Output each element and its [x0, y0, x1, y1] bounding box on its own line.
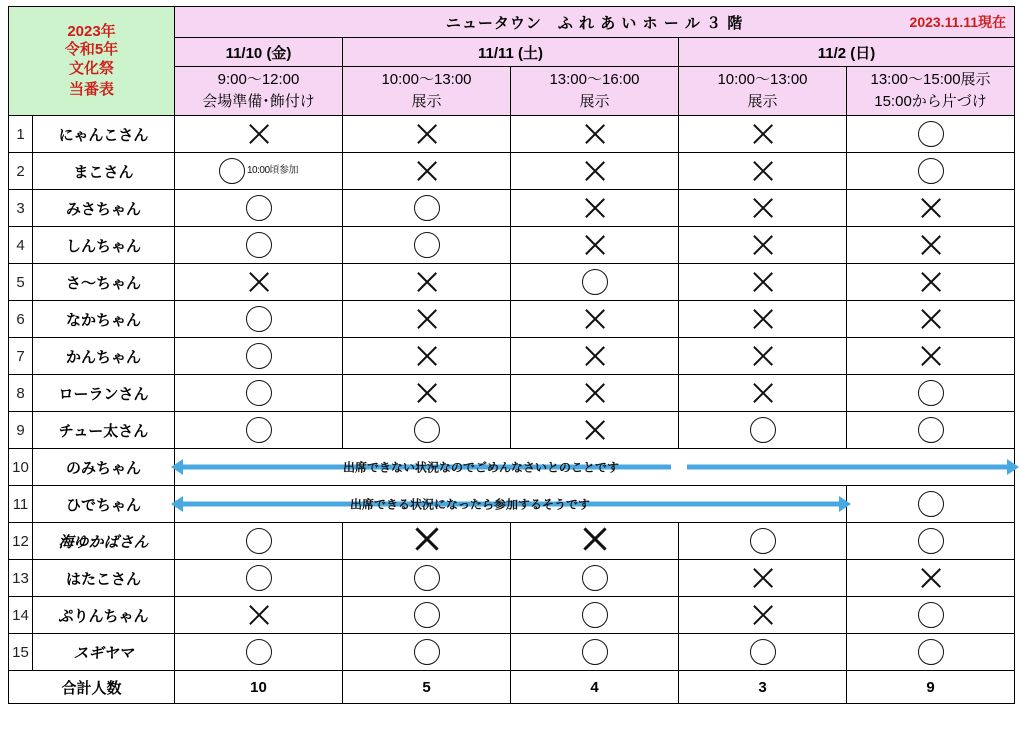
row-number: 2: [9, 153, 33, 190]
availability-mark: [847, 597, 1015, 634]
cross-icon: [918, 269, 944, 295]
table-row: [9, 523, 1015, 560]
cross-icon: [582, 158, 608, 184]
availability-mark: [847, 153, 1015, 190]
cross-icon: [414, 380, 440, 406]
availability-mark: [175, 375, 343, 412]
member-name: しんちゃん: [33, 227, 175, 264]
table-row: [9, 486, 1015, 523]
cross-icon: [750, 343, 776, 369]
availability-mark: [343, 597, 511, 634]
member-name: はたこさん: [33, 560, 175, 597]
availability-mark: [679, 560, 847, 597]
slot-task-2: 展示: [579, 93, 610, 110]
total-value-1: 5: [343, 671, 511, 704]
cross-icon: [750, 232, 776, 258]
availability-mark: [343, 375, 511, 412]
availability-mark: [175, 523, 343, 560]
availability-mark: [175, 634, 343, 671]
total-value-4: 9: [847, 671, 1015, 704]
circle-icon: [750, 528, 776, 554]
table-row: [9, 301, 1015, 338]
title-line-1: 2023年: [67, 22, 116, 40]
slot-task-3: 展示: [747, 93, 778, 110]
availability-mark: [511, 264, 679, 301]
availability-mark: [511, 338, 679, 375]
total-row: [9, 671, 1015, 704]
availability-mark: [175, 227, 343, 264]
circle-icon: [582, 565, 608, 591]
cross-icon: [582, 195, 608, 221]
cross-icon: [750, 565, 776, 591]
circle-icon: [918, 380, 944, 406]
availability-mark: [679, 153, 847, 190]
row-number: 7: [9, 338, 33, 375]
cross-icon: [750, 121, 776, 147]
availability-mark: [679, 338, 847, 375]
table-row: [9, 264, 1015, 301]
availability-mark: [175, 153, 343, 190]
circle-icon: [246, 528, 272, 554]
circle-icon: [918, 491, 944, 517]
availability-mark: [847, 412, 1015, 449]
member-name: まこさん: [33, 153, 175, 190]
circle-icon: [246, 565, 272, 591]
availability-mark: [175, 190, 343, 227]
member-name: かんちゃん: [33, 338, 175, 375]
cross-icon: [582, 306, 608, 332]
member-name: さ〜ちゃん: [33, 264, 175, 301]
circle-icon: [246, 343, 272, 369]
availability-mark: [847, 523, 1015, 560]
table-row: [9, 597, 1015, 634]
cross-icon: [582, 343, 608, 369]
member-name: にゃんこさん: [33, 116, 175, 153]
availability-mark: [511, 634, 679, 671]
cross-icon: [918, 195, 944, 221]
member-name: みさちゃん: [33, 190, 175, 227]
availability-mark: [343, 116, 511, 153]
attendance-table: [8, 6, 1015, 704]
row-number: 9: [9, 412, 33, 449]
row-number: 13: [9, 560, 33, 597]
availability-mark: [511, 227, 679, 264]
cross-icon: [580, 526, 610, 556]
attendance-sheet: [0, 6, 1022, 729]
circle-icon: [582, 639, 608, 665]
slot-time-4: 13:00〜15:00展示: [870, 70, 991, 88]
circle-icon: [414, 565, 440, 591]
hall-label: ニュータウン ふ れ あ い ホ ー ル ３ 階: [445, 14, 744, 32]
circle-icon: [246, 195, 272, 221]
header-row-hall: [9, 7, 1015, 38]
mark-note: 10:00頃参加: [246, 165, 299, 176]
table-row: [9, 190, 1015, 227]
availability-mark: [847, 190, 1015, 227]
cross-icon: [750, 602, 776, 628]
availability-mark: [847, 338, 1015, 375]
availability-mark: [175, 597, 343, 634]
availability-mark: [175, 264, 343, 301]
availability-mark: [679, 597, 847, 634]
member-name: のみちゃん: [33, 449, 175, 486]
availability-mark: [343, 227, 511, 264]
slot-time-3: 10:00〜13:00: [717, 70, 808, 88]
member-name: ひでちゃん: [33, 486, 175, 523]
circle-icon: [246, 232, 272, 258]
circle-icon: [414, 232, 440, 258]
row-number: 11: [9, 486, 33, 523]
availability-mark: [847, 486, 1015, 523]
availability-mark: [847, 227, 1015, 264]
table-row: [9, 634, 1015, 671]
availability-arrow: [687, 465, 1007, 470]
availability-note-text: 出席できない状況なのでごめんなさいとのことです: [343, 460, 620, 475]
member-name: ローランさん: [33, 375, 175, 412]
slot-header-4: [847, 67, 1015, 116]
slot-header-3: [679, 67, 847, 116]
availability-mark: [343, 153, 511, 190]
availability-mark: [679, 634, 847, 671]
total-value-2: 4: [511, 671, 679, 704]
availability-mark: [847, 634, 1015, 671]
circle-icon: [750, 417, 776, 443]
title-line-3: 文化祭: [68, 60, 114, 77]
table-row: [9, 449, 1015, 486]
circle-icon: [246, 639, 272, 665]
availability-mark: [175, 116, 343, 153]
availability-mark: [511, 116, 679, 153]
arrow-head-right-icon: [839, 496, 851, 512]
availability-mark: [175, 338, 343, 375]
table-row: [9, 153, 1015, 190]
circle-icon: [918, 639, 944, 665]
table-row: [9, 116, 1015, 153]
row-number: 5: [9, 264, 33, 301]
slot-time-1: 10:00〜13:00: [381, 70, 472, 88]
circle-icon: [414, 602, 440, 628]
availability-mark: [511, 560, 679, 597]
cross-icon: [582, 417, 608, 443]
slot-task-4: 15:00から片づけ: [874, 93, 987, 110]
availability-mark: [847, 301, 1015, 338]
row-number: 6: [9, 301, 33, 338]
availability-mark: [679, 375, 847, 412]
row-number: 15: [9, 634, 33, 671]
availability-mark: [175, 560, 343, 597]
arrow-head-right-icon: [1007, 459, 1019, 475]
row-number: 4: [9, 227, 33, 264]
as-of-date: 2023.11.11現在: [909, 14, 1007, 30]
cross-icon: [750, 306, 776, 332]
circle-icon: [246, 417, 272, 443]
table-row: [9, 375, 1015, 412]
member-name: ぷりんちゃん: [33, 597, 175, 634]
cross-icon: [582, 232, 608, 258]
circle-icon: [918, 417, 944, 443]
availability-note-text: 出席できる状況になったら参加するそうです: [350, 497, 591, 512]
cross-icon: [918, 232, 944, 258]
circle-icon: [219, 158, 245, 184]
availability-mark: [679, 227, 847, 264]
row-number: 10: [9, 449, 33, 486]
availability-mark: [679, 264, 847, 301]
total-value-3: 3: [679, 671, 847, 704]
circle-icon: [414, 195, 440, 221]
availability-note-cell: [175, 449, 1015, 486]
table-row: [9, 227, 1015, 264]
availability-mark: [343, 264, 511, 301]
availability-mark: [511, 523, 679, 560]
availability-mark: [343, 190, 511, 227]
member-name: なかちゃん: [33, 301, 175, 338]
date-header-0: 11/10 (金): [175, 38, 343, 67]
cross-icon: [582, 380, 608, 406]
row-number: 1: [9, 116, 33, 153]
slot-header-0: [175, 67, 343, 116]
cross-icon: [750, 269, 776, 295]
table-row: [9, 412, 1015, 449]
availability-mark: [175, 301, 343, 338]
member-name: チュー太さん: [33, 412, 175, 449]
availability-mark: [679, 116, 847, 153]
availability-note-cell: [175, 486, 847, 523]
slot-task-1: 展示: [411, 93, 442, 110]
cross-icon: [412, 526, 442, 556]
availability-mark: [511, 190, 679, 227]
row-number: 3: [9, 190, 33, 227]
cross-icon: [414, 306, 440, 332]
cross-icon: [246, 121, 272, 147]
availability-mark: [343, 338, 511, 375]
row-number: 14: [9, 597, 33, 634]
cross-icon: [750, 380, 776, 406]
row-number: 8: [9, 375, 33, 412]
availability-mark: [175, 412, 343, 449]
circle-icon: [918, 158, 944, 184]
cross-icon: [414, 121, 440, 147]
slot-task-0: 会場準備･飾付け: [202, 93, 315, 110]
availability-mark: [679, 190, 847, 227]
availability-mark: [343, 523, 511, 560]
sheet-title: [9, 7, 175, 116]
title-subtitle: 当番表: [68, 80, 114, 98]
total-value-0: 10: [175, 671, 343, 704]
availability-mark: [343, 301, 511, 338]
circle-icon: [414, 639, 440, 665]
cross-icon: [750, 158, 776, 184]
availability-mark: [511, 301, 679, 338]
cross-icon: [246, 602, 272, 628]
cross-icon: [414, 269, 440, 295]
cross-icon: [414, 343, 440, 369]
member-name: スギヤマ: [33, 634, 175, 671]
arrow-head-left-icon: [171, 459, 183, 475]
circle-icon: [918, 602, 944, 628]
availability-mark: [511, 153, 679, 190]
table-row: [9, 338, 1015, 375]
slot-time-2: 13:00〜16:00: [549, 70, 640, 88]
cross-icon: [918, 565, 944, 591]
cross-icon: [918, 306, 944, 332]
circle-icon: [918, 528, 944, 554]
date-header-2: 11/2 (日): [679, 38, 1015, 67]
availability-mark: [847, 375, 1015, 412]
slot-time-0: 9:00〜12:00: [217, 70, 300, 88]
total-label: 合計人数: [9, 671, 175, 704]
hall-name: [175, 7, 1015, 38]
circle-icon: [582, 602, 608, 628]
arrow-head-left-icon: [171, 496, 183, 512]
availability-mark: [847, 264, 1015, 301]
availability-mark: [511, 375, 679, 412]
row-number: 12: [9, 523, 33, 560]
cross-icon: [750, 195, 776, 221]
slot-header-2: [511, 67, 679, 116]
circle-icon: [918, 121, 944, 147]
title-line-2: 令和5年: [64, 41, 119, 59]
availability-mark: [511, 597, 679, 634]
member-name: 海ゆかばさん: [33, 523, 175, 560]
availability-mark: [343, 412, 511, 449]
availability-mark: [511, 412, 679, 449]
availability-mark: [847, 116, 1015, 153]
cross-icon: [582, 121, 608, 147]
circle-icon: [246, 306, 272, 332]
circle-icon: [582, 269, 608, 295]
availability-mark: [343, 634, 511, 671]
availability-mark: [679, 523, 847, 560]
date-header-1: 11/11 (土): [343, 38, 679, 67]
slot-header-1: [343, 67, 511, 116]
availability-mark: [343, 560, 511, 597]
cross-icon: [246, 269, 272, 295]
circle-icon: [246, 380, 272, 406]
availability-mark: [679, 301, 847, 338]
table-row: [9, 560, 1015, 597]
cross-icon: [414, 158, 440, 184]
availability-mark: [679, 412, 847, 449]
circle-icon: [414, 417, 440, 443]
availability-mark: [847, 560, 1015, 597]
cross-icon: [918, 343, 944, 369]
circle-icon: [750, 639, 776, 665]
